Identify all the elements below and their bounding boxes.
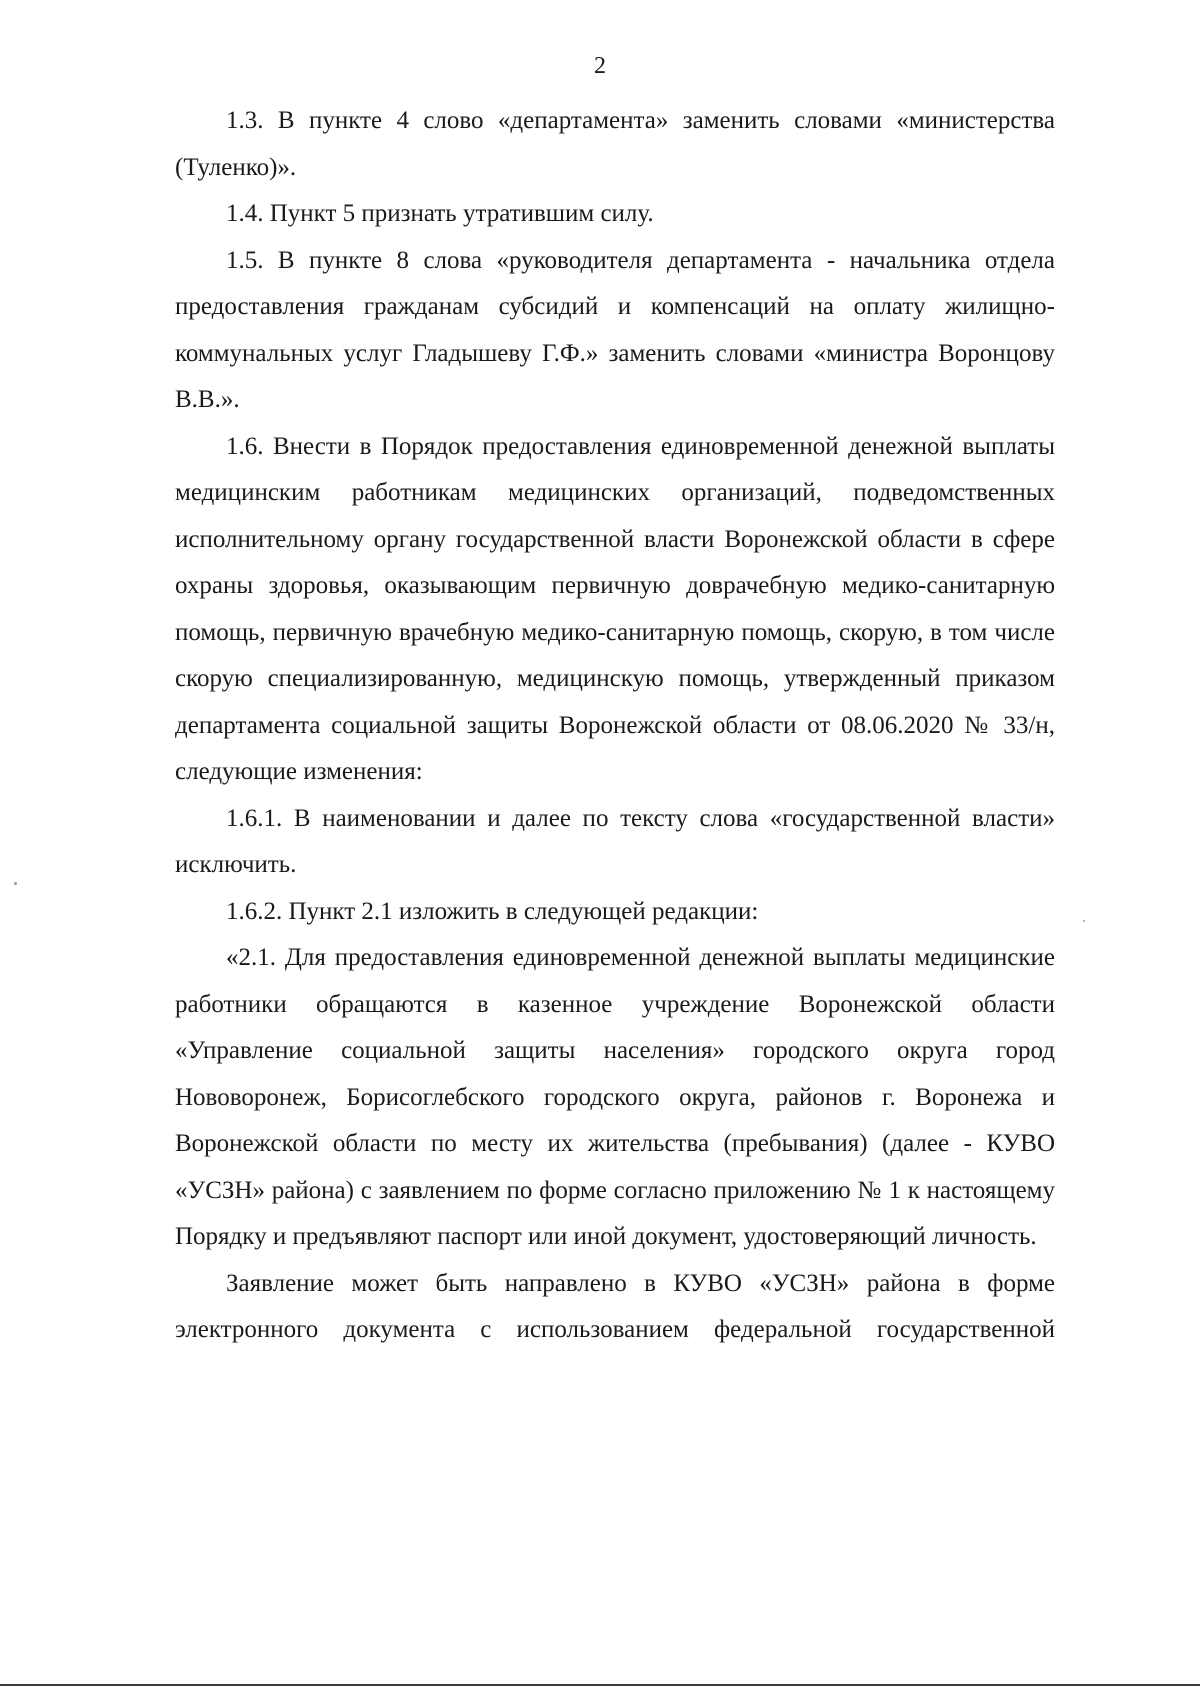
- paragraph-1-5: 1.5. В пункте 8 слова «руководителя департамента - начальника отдела предоставления гражданам субсидий и компенсаций на оплату жилищно-коммунальных услуг Гладышеву Г.Ф.» заменить словами «министра Воронцову В.В.».: [175, 246, 1055, 413]
- paragraph-electronic-application: Заявление может быть направлено в КУВО «УСЗН» района в форме электронного документа с использованием федеральной государственной: [175, 1269, 1055, 1343]
- scan-speck: [1083, 920, 1085, 922]
- document-body: [175, 98, 1055, 1354]
- paragraph-1-6-2: 1.6.2. Пункт 2.1 изложить в следующей редакции:: [226, 897, 759, 925]
- paragraph-1-4: 1.4. Пункт 5 признать утратившим силу.: [226, 200, 654, 227]
- paragraph-1-3: 1.3. В пункте 4 слово «департамента» заменить словами «министерства (Туленко)».: [175, 107, 1055, 181]
- paragraph-1-6: 1.6. Внести в Порядок предоставления единовременной денежной выплаты медицинским работникам медицинских организаций, подведомственных исполнительному органу государственной власти Воронежской области в сфере охраны здоровья, оказывающим первичную доврачебную медико-санитарную помощь, первичную врачебную медико-санитарную помощь, скорую, в том числе скорую специализированную, медицинскую помощь, утвержденный приказом департамента социальной защиты Воронежской области от 08.06.2020 № 33/н, следующие изменения:: [175, 432, 1055, 785]
- scan-bottom-edge: [0, 1684, 1200, 1686]
- paragraph-2-1-quote: «2.1. Для предоставления единовременной денежной выплаты медицинские работники обращаются в казенное учреждение Воронежской области «Управление социальной защиты населения» городского округа город Нововоронеж, Борисоглебского городского округа, районов г. Воронежа и Воронежской области по месту их жительства (пребывания) (далее - КУВО «УСЗН» района) с заявлением по форме согласно приложению № 1 к настоящему Порядку и предъявляют паспорт или иной документ, удостоверяющий личность.: [175, 944, 1055, 1250]
- scan-speck: [14, 882, 17, 885]
- page-number: 2: [594, 53, 606, 79]
- paragraph-1-6-1: 1.6.1. В наименовании и далее по тексту слова «государственной власти» исключить.: [175, 804, 1055, 878]
